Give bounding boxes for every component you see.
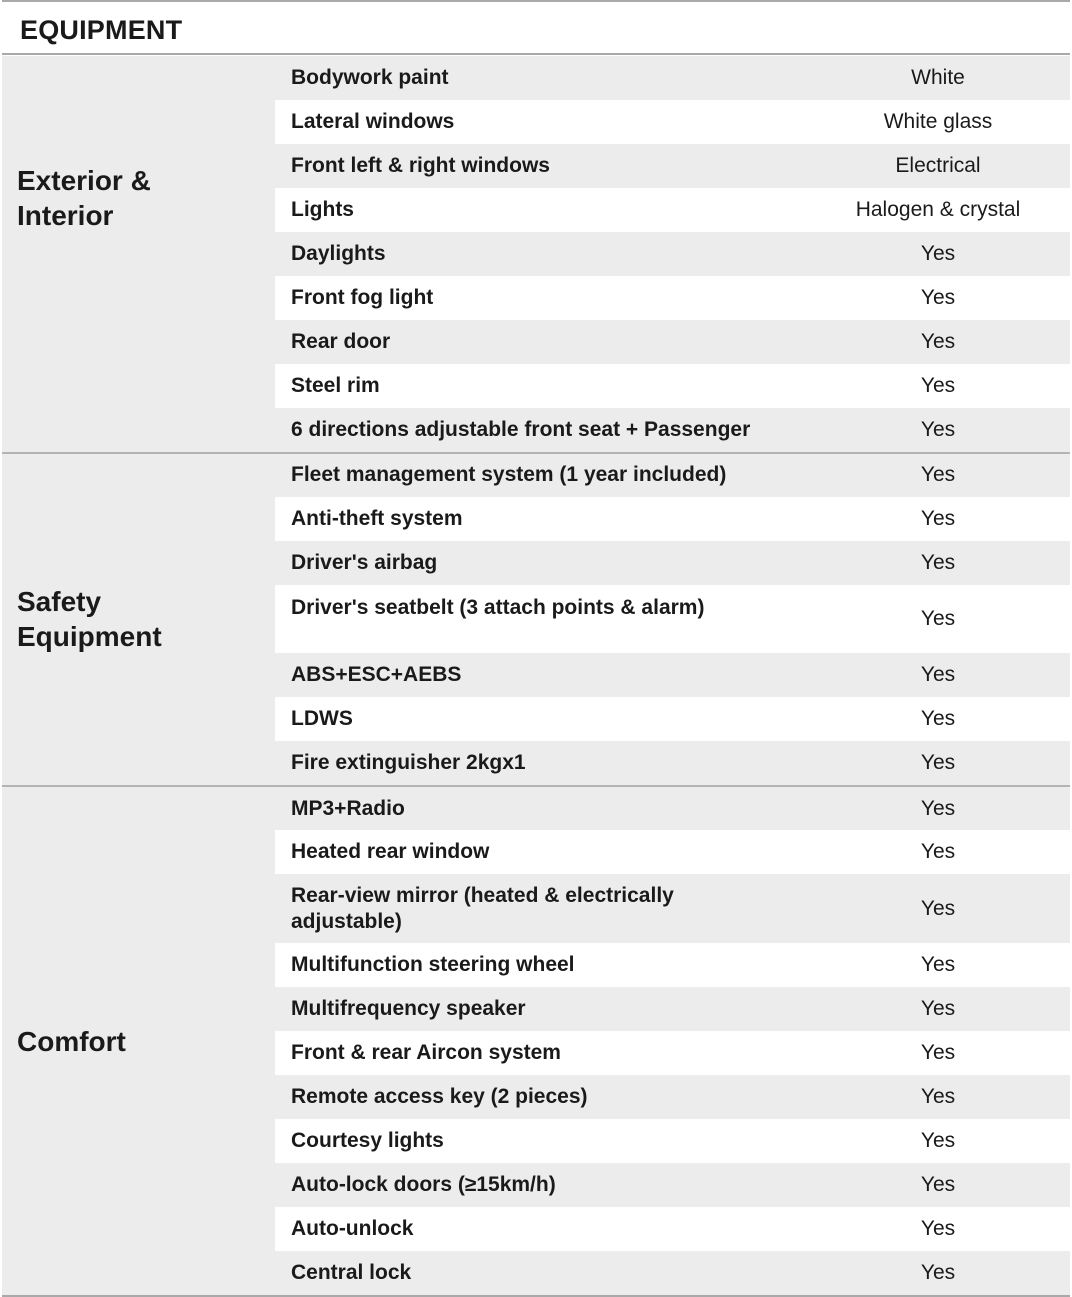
table-row: [275, 874, 1070, 943]
feature-value: Yes: [920, 286, 956, 309]
feature-label: ABS+ESC+AEBS: [291, 663, 462, 686]
feature-value: Yes: [920, 1041, 956, 1064]
table-row: [275, 497, 1070, 541]
feature-value: Yes: [920, 1173, 956, 1196]
feature-value: Halogen & crystal: [855, 198, 1021, 221]
feature-value: Yes: [920, 607, 956, 630]
table-row: [275, 830, 1070, 874]
feature-label: Central lock: [291, 1261, 412, 1284]
table-row: [275, 453, 1070, 497]
feature-label: 6 directions adjustable front seat + Passenger: [291, 418, 751, 441]
feature-label: Lateral windows: [291, 110, 455, 133]
feature-value: White glass: [883, 110, 993, 133]
feature-value: Yes: [920, 330, 956, 353]
feature-label: Driver's seatbelt (3 attach points & alarm): [291, 596, 705, 619]
feature-value: Yes: [920, 751, 956, 774]
equipment-header: [2, 0, 1070, 55]
feature-value: Yes: [920, 242, 956, 265]
feature-value: Yes: [920, 463, 956, 486]
feature-value: Yes: [920, 551, 956, 574]
feature-value: Yes: [920, 1261, 956, 1284]
table-row: [275, 1075, 1070, 1119]
table-row: [275, 697, 1070, 741]
feature-label: MP3+Radio: [291, 797, 405, 820]
feature-value: Yes: [920, 663, 956, 686]
feature-label: Daylights: [291, 242, 386, 265]
table-row: [275, 364, 1070, 408]
feature-value: Yes: [920, 1129, 956, 1152]
feature-label: Bodywork paint: [291, 66, 449, 89]
feature-value: Yes: [920, 1217, 956, 1240]
feature-label: Rear-view mirror (heated & electrically adjustable): [291, 884, 674, 933]
feature-label: Front & rear Aircon system: [291, 1041, 561, 1064]
feature-label: Remote access key (2 pieces): [291, 1085, 588, 1108]
feature-value: Yes: [920, 374, 956, 397]
feature-value: Yes: [920, 997, 956, 1020]
table-row: [275, 741, 1070, 785]
feature-value: Yes: [920, 507, 956, 530]
table-row: [275, 585, 1070, 653]
table-row: [275, 1251, 1070, 1295]
table-row: [275, 787, 1070, 830]
feature-label: Front left & right windows: [291, 154, 550, 177]
section-label: Safety Equipment: [17, 586, 162, 652]
page-title: EQUIPMENT: [20, 15, 183, 45]
feature-value: Yes: [920, 840, 956, 863]
feature-value: Yes: [920, 953, 956, 976]
section-label: Exterior & Interior: [17, 165, 151, 231]
table-row: [275, 541, 1070, 585]
feature-label: Anti-theft system: [291, 507, 463, 530]
table-row: [275, 1119, 1070, 1163]
table-row: [275, 276, 1070, 320]
feature-label: Auto-lock doors (≥15km/h): [291, 1173, 556, 1196]
feature-value: Yes: [920, 418, 956, 441]
table-row: [275, 100, 1070, 144]
feature-label: Fire extinguisher 2kgx1: [291, 751, 526, 774]
table-row: [275, 320, 1070, 364]
table-row: [275, 943, 1070, 987]
feature-label: Multifrequency speaker: [291, 997, 526, 1020]
feature-value: Yes: [920, 1085, 956, 1108]
feature-label: Courtesy lights: [291, 1129, 444, 1152]
feature-value: White: [911, 66, 965, 89]
table-row: [275, 987, 1070, 1031]
feature-label: Lights: [291, 198, 354, 221]
table-row: [275, 188, 1070, 232]
feature-label: LDWS: [291, 707, 353, 730]
feature-label: Driver's airbag: [291, 551, 438, 574]
table-row: [275, 653, 1070, 697]
table-row: [275, 56, 1070, 100]
feature-label: Heated rear window: [291, 840, 490, 863]
feature-label: Front fog light: [291, 286, 434, 309]
table-row: [275, 144, 1070, 188]
table-row: [275, 1031, 1070, 1075]
table-row: [275, 232, 1070, 276]
section-divider: [2, 785, 1070, 787]
feature-value: Yes: [920, 897, 956, 920]
feature-label: Steel rim: [291, 374, 380, 397]
feature-label: Multifunction steering wheel: [291, 953, 575, 976]
table-row: [275, 1207, 1070, 1251]
section-label: Comfort: [17, 1026, 126, 1057]
table-row: [275, 1163, 1070, 1207]
feature-value: Yes: [920, 707, 956, 730]
table-row: [275, 408, 1070, 452]
feature-label: Auto-unlock: [291, 1217, 414, 1240]
feature-label: Rear door: [291, 330, 391, 353]
feature-label: Fleet management system (1 year included): [291, 463, 727, 486]
feature-value: Electrical: [895, 154, 981, 177]
feature-value: Yes: [920, 797, 956, 820]
section-divider: [2, 452, 1070, 454]
